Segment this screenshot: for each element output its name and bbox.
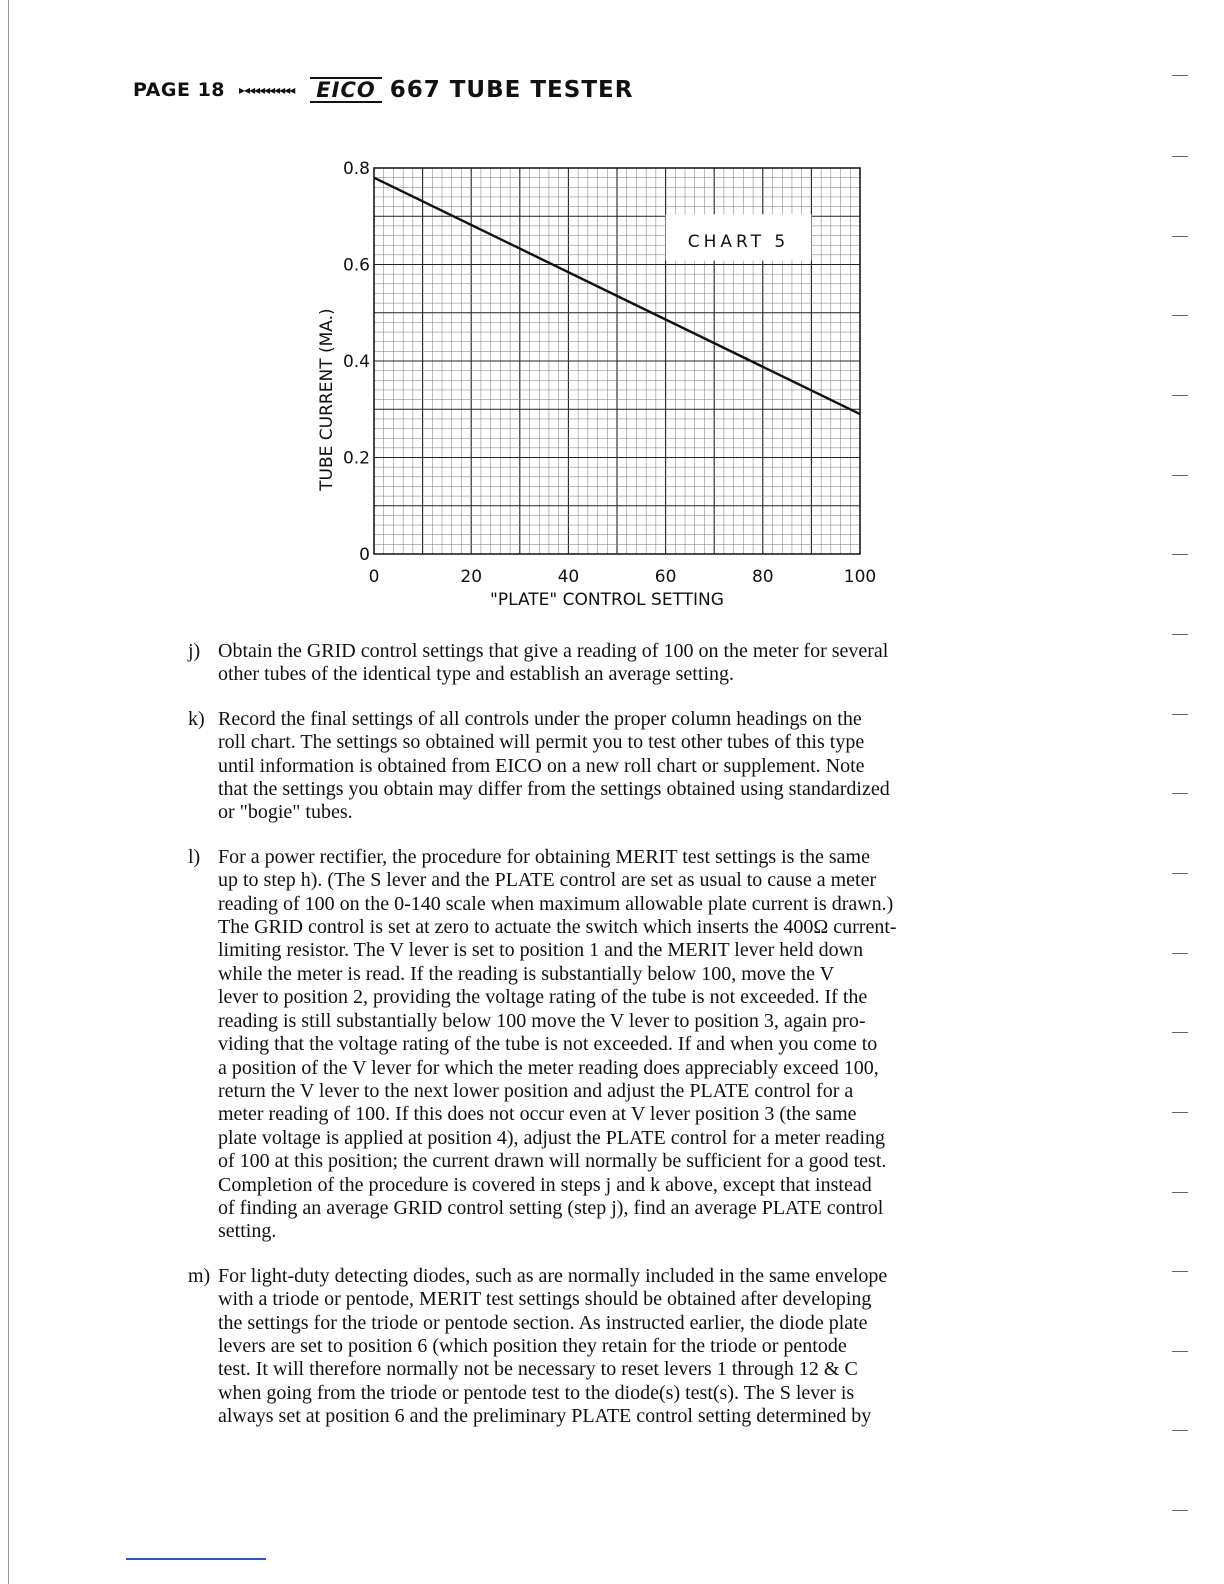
paragraph-label: l) <box>188 845 201 868</box>
text-line: of 100 at this position; the current drawn will normally be sufficient for a good test. <box>218 1150 887 1173</box>
text-line: other tubes of the identical type and establish an average setting. <box>218 663 734 686</box>
x-axis-label: "PLATE" CONTROL SETTING <box>490 590 724 610</box>
text-line: levers are set to position 6 (which position they retain for the triode or pentode <box>218 1334 847 1357</box>
bottom-link-rule <box>126 1558 266 1560</box>
paragraph-text <box>218 846 1088 1244</box>
text-line: a position of the V lever for which the meter reading does appreciably exceed 100, <box>218 1056 879 1079</box>
text-line: viding that the voltage rating of the tube is not exceeded. If and when you come to <box>218 1033 878 1056</box>
document-title: 667 TUBE TESTER <box>389 77 634 103</box>
paragraph-j <box>188 640 1088 687</box>
eico-logo: EICO <box>310 77 381 103</box>
y-tick-label: 0.6 <box>342 255 370 276</box>
paragraph-k <box>188 708 1088 825</box>
page-number: PAGE 18 <box>133 79 226 101</box>
paragraph-text <box>218 708 1088 825</box>
text-line: lever to position 2, providing the voltage rating of the tube is not exceeded. If the <box>218 986 868 1009</box>
text-line: with a triode or pentode, MERIT test settings should be obtained after developing <box>218 1288 872 1311</box>
text-line: the settings for the triode or pentode section. As instructed earlier, the diode plate <box>218 1311 868 1334</box>
text-line: For a power rectifier, the procedure for obtaining MERIT test settings is the same <box>218 845 870 868</box>
y-tick-label: 0.8 <box>342 159 370 179</box>
text-line: The GRID control is set at zero to actuate the switch which inserts the 400Ω current- <box>218 916 897 939</box>
y-axis-label: TUBE CURRENT (MA.) <box>317 308 337 491</box>
x-tick-label: 100 <box>843 567 877 587</box>
arrows-icon: ▸◂◂◂◂◂◂◂◂◂◂ <box>239 83 295 97</box>
paragraph-label: j) <box>188 640 201 662</box>
paragraph-text <box>218 640 1088 687</box>
text-line: always set at position 6 and the preliminary PLATE control setting determined by <box>218 1405 872 1428</box>
text-line: Completion of the procedure is covered in steps j and k above, except that instead <box>218 1173 872 1196</box>
x-tick-label: 20 <box>460 567 483 587</box>
text-line: until information is obtained from EICO on a new roll chart or supplement. Note <box>218 754 865 777</box>
text-line: that the settings you obtain may differ from the settings obtained using standardized <box>218 778 890 801</box>
chart-5 <box>300 150 900 620</box>
x-tick-label: 40 <box>557 567 580 587</box>
text-line: meter reading of 100. If this does not occur even at V lever position 3 (the same <box>218 1103 857 1126</box>
text-line: Obtain the GRID control settings that give a reading of 100 on the meter for several <box>218 640 889 662</box>
text-line: reading of 100 on the 0-140 scale when maximum allowable plate current is drawn.) <box>218 892 894 915</box>
paragraph-l <box>188 846 1088 1244</box>
x-tick-label: 0 <box>368 567 380 587</box>
text-line: setting. <box>218 1220 277 1243</box>
text-line: Record the final settings of all controls under the proper column headings on the <box>218 707 862 730</box>
instructions-body <box>188 640 1088 1450</box>
y-tick-label: 0 <box>359 545 370 565</box>
text-line: while the meter is read. If the reading is substantially below 100, move the V <box>218 962 835 985</box>
page-header <box>133 74 633 106</box>
paragraph-m <box>188 1265 1088 1429</box>
text-line: roll chart. The settings so obtained will permit you to test other tubes of this type <box>218 731 865 754</box>
text-line: or "bogie" tubes. <box>218 801 353 824</box>
chart-title: CHART 5 <box>687 232 790 253</box>
y-tick-label: 0.2 <box>342 448 370 469</box>
text-line: when going from the triode or pentode test to the diode(s) test(s). The S lever is <box>218 1381 855 1404</box>
text-line: reading is still substantially below 100 move the V lever to position 3, again pro- <box>218 1009 866 1032</box>
text-line: up to step h). (The S lever and the PLATE control are set as usual to cause a meter <box>218 869 877 892</box>
x-tick-label: 60 <box>654 567 677 587</box>
margin-marks <box>1172 0 1196 1584</box>
text-line: of finding an average GRID control setting (step j), find an average PLATE control <box>218 1196 884 1219</box>
page-edge-rule <box>8 0 9 1584</box>
text-line: plate voltage is applied at position 4), adjust the PLATE control for a meter reading <box>218 1126 886 1149</box>
text-line: For light-duty detecting diodes, such as are normally included in the same envelope <box>218 1264 888 1287</box>
paragraph-label: k) <box>188 707 205 730</box>
text-line: return the V lever to the next lower position and adjust the PLATE control for a <box>218 1079 854 1102</box>
paragraph-label: m) <box>188 1264 211 1287</box>
y-tick-label: 0.4 <box>342 352 370 372</box>
paragraph-text <box>218 1265 1088 1429</box>
x-tick-label: 80 <box>751 567 774 587</box>
text-line: test. It will therefore normally not be necessary to reset levers 1 through 12 & C <box>218 1358 858 1381</box>
chart-svg <box>300 150 900 620</box>
text-line: limiting resistor. The V lever is set to position 1 and the MERIT lever held down <box>218 939 864 962</box>
